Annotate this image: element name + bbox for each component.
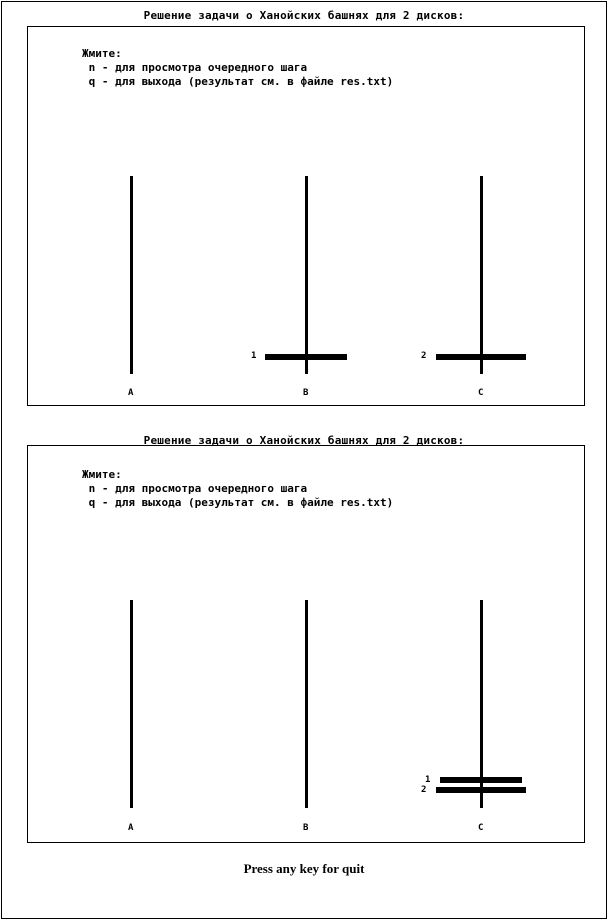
peg-b-rod bbox=[305, 176, 308, 374]
peg-a-label: A bbox=[128, 823, 134, 833]
disk-2-label: 2 bbox=[421, 785, 427, 795]
peg-c-label: C bbox=[478, 388, 484, 398]
disk-2-label: 2 bbox=[421, 351, 427, 361]
instruction-quit: q - для выхода (результат см. в файле res.txt) bbox=[82, 75, 394, 88]
peg-a-rod bbox=[130, 176, 133, 374]
peg-b-rod bbox=[305, 600, 308, 808]
quit-prompt: Press any key for quit bbox=[243, 861, 365, 876]
instructions-heading: Жмите: bbox=[82, 47, 122, 60]
peg-c-label: C bbox=[478, 823, 484, 833]
peg-b-label: B bbox=[303, 823, 309, 833]
disk-1-label: 1 bbox=[425, 775, 431, 785]
peg-a-label: A bbox=[128, 388, 134, 398]
disk-1 bbox=[440, 777, 522, 783]
peg-b-label: B bbox=[303, 388, 309, 398]
instructions-heading: Жмите: bbox=[82, 468, 122, 481]
disk-1-label: 1 bbox=[251, 351, 257, 361]
disk-1 bbox=[265, 354, 347, 360]
disk-2 bbox=[436, 354, 526, 360]
screen-step-2 bbox=[0, 425, 608, 845]
disk-2 bbox=[436, 787, 526, 793]
screen-title: Решение задачи о Ханойских башнях для 2 дисков: bbox=[143, 9, 465, 22]
screen-title: Решение задачи о Ханойских башнях для 2 дисков: bbox=[143, 434, 465, 447]
peg-a-rod bbox=[130, 600, 133, 808]
instruction-next-step: n - для просмотра очередного шага bbox=[82, 61, 308, 74]
peg-c-rod bbox=[480, 176, 483, 374]
screen-step-1 bbox=[0, 0, 608, 420]
instruction-quit: q - для выхода (результат см. в файле res.txt) bbox=[82, 496, 394, 509]
instruction-next-step: n - для просмотра очередного шага bbox=[82, 482, 308, 495]
